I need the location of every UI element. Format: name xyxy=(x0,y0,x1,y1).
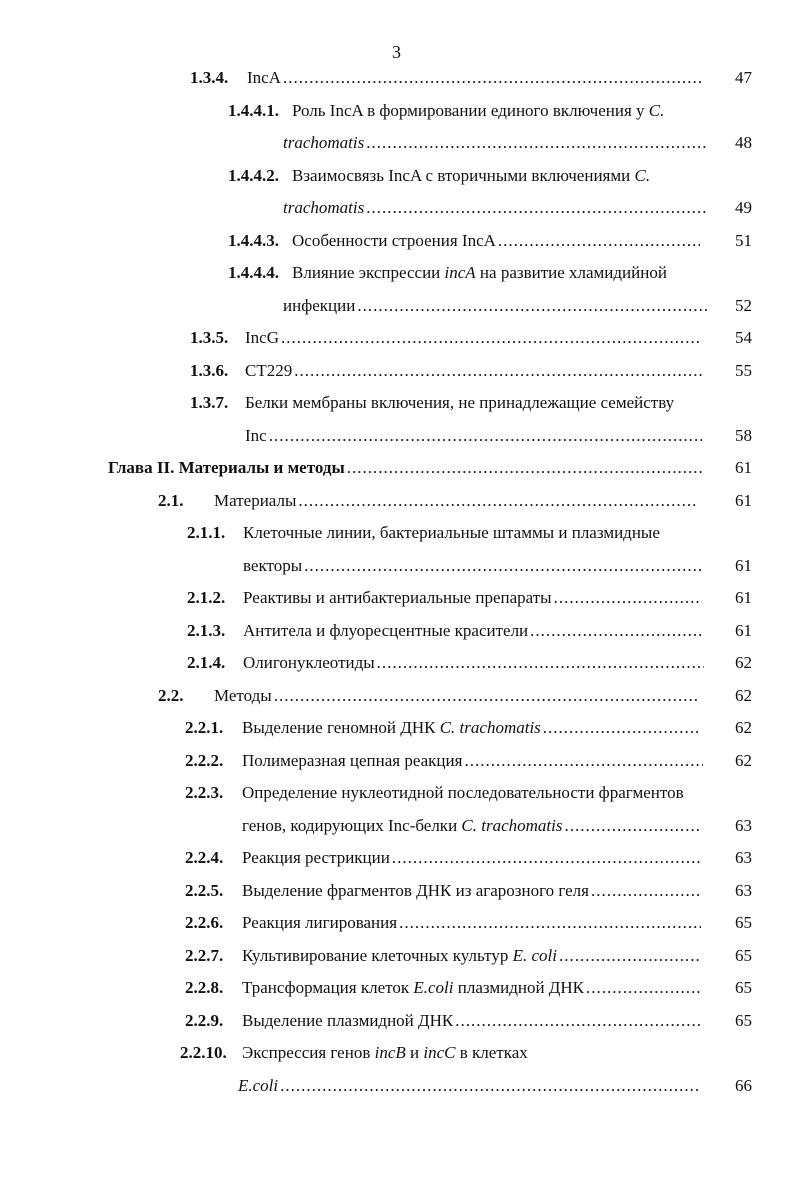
toc-entry: 2.2.4. Реакция рестрикции ..... 63 xyxy=(0,842,793,875)
toc-entry-continuation: Inc ..... 58 xyxy=(0,420,793,453)
toc-entry: 2.1.4. Олигонуклеотиды ..... 62 xyxy=(0,647,793,680)
toc-entry: 2.2.1. Выделение геномной ДНК C. trachomatis ..... 62 xyxy=(0,712,793,745)
toc-entry: 1.4.4.1. Роль IncA в формировании единого включения у C. xyxy=(0,95,793,128)
entry-title-cont: trachomatis xyxy=(283,133,365,152)
table-of-contents xyxy=(0,62,793,1102)
page-number: 3 xyxy=(392,42,401,62)
toc-entry: 1.3.6. CT229 ..... 55 xyxy=(0,355,793,388)
toc-entry-continuation: E.coli ..... 66 xyxy=(0,1070,793,1103)
entry-page: 47 xyxy=(735,68,752,87)
entry-title: Роль IncA в формировании единого включения у C. xyxy=(292,100,665,120)
toc-entry-continuation xyxy=(0,127,793,160)
toc-entry: 2.1. Материалы ..... 61 xyxy=(0,485,793,518)
toc-entry: 2.1.2. Реактивы и антибактериальные препараты ..... 61 xyxy=(0,582,793,615)
toc-entry: 2.2.2. Полимеразная цепная реакция ..... 62 xyxy=(0,745,793,778)
toc-entry: 2.2.7. Культивирование клеточных культур E. coli ..... 65 xyxy=(0,940,793,973)
entry-number: 1.3.4. xyxy=(190,68,229,87)
toc-chapter: Глава II. Материалы и методы ..... 61 xyxy=(0,452,793,485)
toc-entry: 2.2.3. Определение нуклеотидной последовательности фрагментов xyxy=(185,783,684,802)
toc-entry: 2.2.5. Выделение фрагментов ДНК из агарозного геля ..... 63 xyxy=(0,875,793,908)
entry-title: Взаимосвязь IncA с вторичными включениями C. xyxy=(292,165,651,185)
toc-entry: 1.3.5. IncG ..... 54 xyxy=(0,322,793,355)
toc-entry: 2.1.1. Клеточные линии, бактериальные штаммы и плазмидные xyxy=(187,523,660,542)
entry-page: 48 xyxy=(735,133,752,152)
entry-title: IncA xyxy=(247,68,281,87)
toc-entry: 2.1.3. Антитела и флуоресцентные красители ..... 61 xyxy=(0,615,793,648)
toc-entry: 2.2.6. Реакция лигирования ..... 65 xyxy=(0,907,793,940)
toc-entry xyxy=(0,62,793,95)
toc-entry: 2.2.8. Трансформация клеток E.coli плазмидной ДНК ..... 65 xyxy=(0,972,793,1005)
toc-entry: 2.2.10. Экспрессия генов incB и incC в клетках xyxy=(180,1043,528,1062)
chapter-title: Глава II. Материалы и методы xyxy=(108,458,345,477)
toc-entry: 1.4.4.3. Особенности строения IncA ..... 51 xyxy=(0,225,793,258)
toc-entry: 1.3.7. Белки мембраны включения, не принадлежащие семейству xyxy=(190,393,675,412)
toc-entry-continuation: инфекции ..... 52 xyxy=(0,290,793,323)
toc-entry: 1.4.4.2. Взаимосвязь IncA с вторичными включениями C. xyxy=(0,160,793,193)
toc-entry-continuation: векторы ..... 61 xyxy=(0,550,793,583)
toc-entry: 1.4.4.4. Влияние экспрессии incA на развитие хламидийной xyxy=(228,263,667,282)
toc-entry-continuation: trachomatis ..... 49 xyxy=(0,192,793,225)
toc-entry-continuation: генов, кодирующих Inc-белки C. trachomatis ..... 63 xyxy=(0,810,793,843)
toc-entry: 2.2.9. Выделение плазмидной ДНК ..... 65 xyxy=(0,1005,793,1038)
toc-entry: 2.2. Методы ..... 62 xyxy=(0,680,793,713)
